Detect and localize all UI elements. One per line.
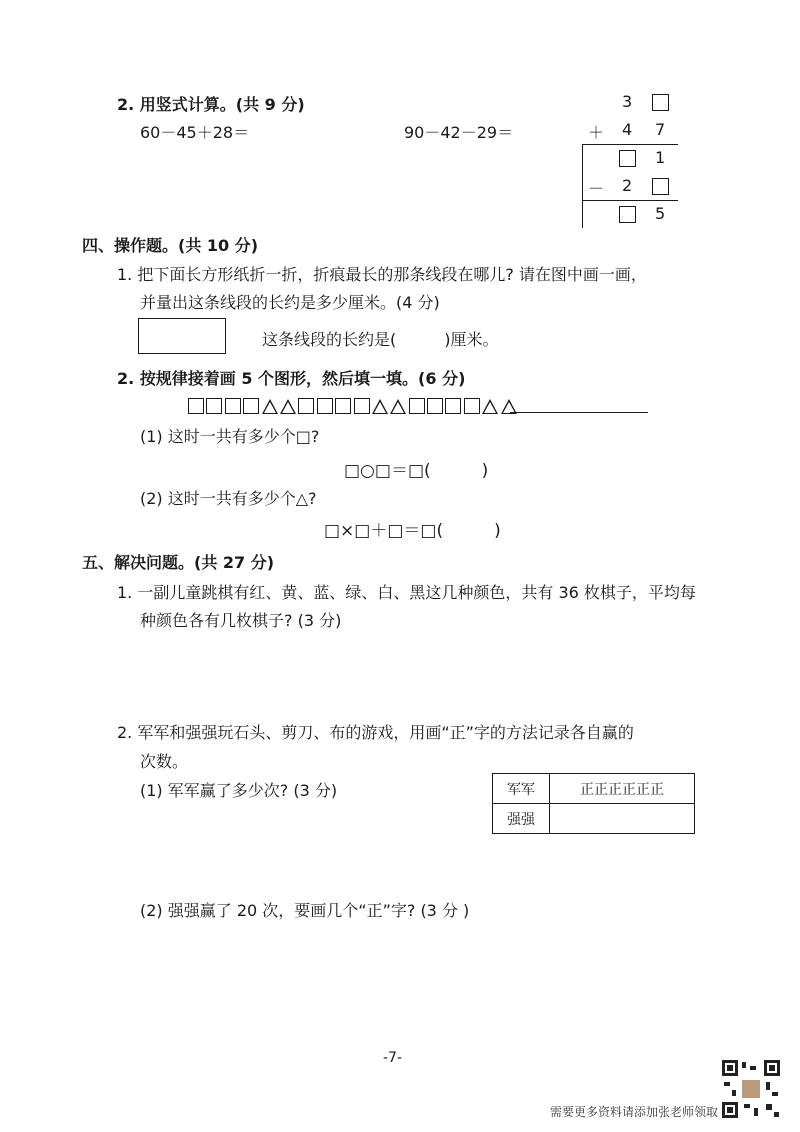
tally-value-cell[interactable] xyxy=(550,804,695,834)
s4-q2-formula2[interactable]: □×□＋□＝□( ) xyxy=(324,521,501,541)
paper-rectangle[interactable] xyxy=(138,318,226,354)
vertical-digit-r4: 2 xyxy=(622,176,633,195)
page-number: -7- xyxy=(383,1050,403,1066)
s4-q2-title: 2. 按规律接着画 5 个图形，然后填一填。(6 分) xyxy=(117,369,466,388)
vertical-blank-r4[interactable] xyxy=(652,178,669,195)
vertical-op-plus: ＋ xyxy=(588,123,605,142)
vertical-blank-r1[interactable] xyxy=(652,94,669,111)
section5-heading: 五、解决问题。(共 27 分) xyxy=(82,553,275,572)
vertical-digit-r2b: 7 xyxy=(655,120,666,139)
triangle-shape xyxy=(390,399,406,414)
vertical-blank-r5[interactable] xyxy=(619,206,636,223)
s5-q2-line2: 次数。 xyxy=(140,752,189,771)
triangle-shape xyxy=(262,399,278,414)
s5-q2-sub2: (2) 强强赢了 20 次，要画几个“正”字? (3 分 ) xyxy=(140,901,470,920)
tally-name-cell: 强强 xyxy=(493,804,550,834)
q2-calc-expr1: 60－45＋28＝ xyxy=(140,123,250,142)
triangle-shape xyxy=(482,399,498,414)
s5-q1-line2: 种颜色各有几枚棋子? (3 分) xyxy=(140,611,342,630)
footer-note: 需要更多资料请添加张老师领取 xyxy=(550,1105,719,1119)
square-shape xyxy=(188,398,204,414)
vertical-rule-1 xyxy=(582,144,678,145)
tally-name-cell: 军军 xyxy=(493,774,550,804)
section4-heading: 四、操作题。(共 10 分) xyxy=(82,236,259,255)
square-shape xyxy=(409,398,425,414)
tally-value-cell: 正正正正正正 xyxy=(550,774,695,804)
vertical-digit-r3: 1 xyxy=(655,148,666,167)
square-shape xyxy=(243,398,259,414)
s4-q1-line2: 并量出这条线段的长约是多少厘米。(4 分) xyxy=(140,293,440,312)
square-shape xyxy=(445,398,461,414)
s5-q2-sub1: (1) 军军赢了多少次? (3 分) xyxy=(140,781,338,800)
vertical-op-minus: － xyxy=(588,179,605,198)
triangle-shape xyxy=(372,399,388,414)
triangle-shape xyxy=(280,399,296,414)
square-shape xyxy=(464,398,480,414)
square-shape xyxy=(335,398,351,414)
vertical-digit-r1: 3 xyxy=(622,92,633,111)
s5-q2-line1: 2. 军军和强强玩石头、剪刀、布的游戏，用画“正”字的方法记录各自赢的 xyxy=(117,723,634,742)
square-shape xyxy=(427,398,443,414)
vertical-left-bar xyxy=(582,144,583,228)
square-shape xyxy=(317,398,333,414)
qr-code-icon xyxy=(722,1060,780,1118)
s4-q2-formula1[interactable]: □○□＝□( ) xyxy=(344,461,489,481)
table-row xyxy=(493,774,695,804)
table-row xyxy=(493,804,695,834)
q2-calc-expr2: 90－42－29＝ xyxy=(404,123,514,142)
s5-q1-line1: 1. 一副儿童跳棋有红、黄、蓝、绿、白、黑这几种颜色，共有 36 枚棋子，平均每 xyxy=(117,583,696,602)
s4-q2-sub1: (1) 这时一共有多少个□? xyxy=(140,427,320,446)
vertical-rule-2 xyxy=(582,200,678,201)
q2-calc-title: 2. 用竖式计算。(共 9 分) xyxy=(117,95,305,114)
vertical-digit-r5: 5 xyxy=(655,204,666,223)
square-shape xyxy=(298,398,314,414)
s4-q2-sub2: (2) 这时一共有多少个△? xyxy=(140,489,317,508)
square-shape xyxy=(225,398,241,414)
square-shape xyxy=(354,398,370,414)
s4-q1-line1: 1. 把下面长方形纸折一折，折痕最长的那条线段在哪儿? 请在图中画一画， xyxy=(117,265,647,284)
tally-table xyxy=(492,773,695,834)
square-shape xyxy=(206,398,222,414)
shape-sequence xyxy=(188,396,519,414)
vertical-digit-r2a: 4 xyxy=(622,120,633,139)
s4-q1-answer: 这条线段的长约是( )厘米。 xyxy=(262,330,499,349)
vertical-blank-r3[interactable] xyxy=(619,150,636,167)
drawing-answer-line[interactable] xyxy=(510,412,648,413)
